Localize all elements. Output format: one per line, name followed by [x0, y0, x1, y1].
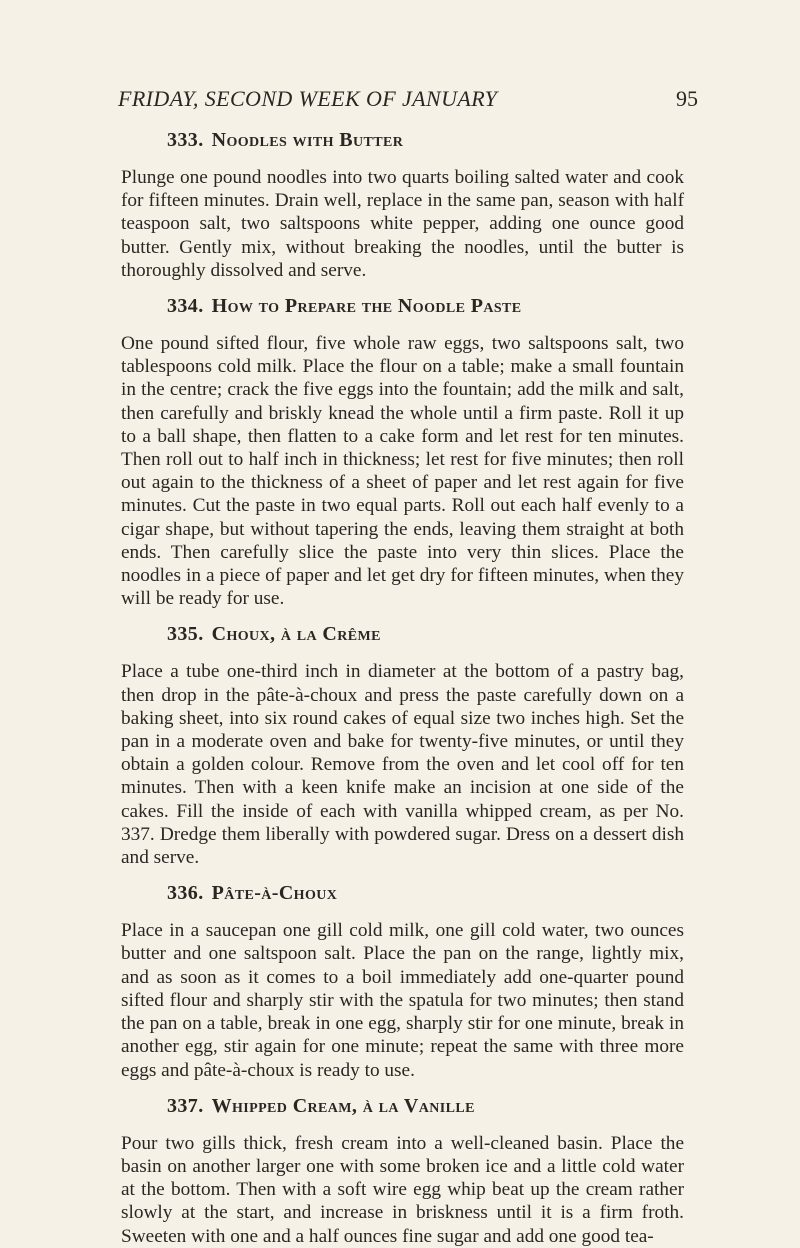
recipe-body: Pour two gills thick, fresh cream into a well-cleaned basin. Place the basin on another larger one with some broken ice and a little cold water at the bottom. Then with a soft wire egg whip beat up the cream rather slowly at the start, and increase in briskness until it is a firm froth. Sweeten with one and a half ounces fine sugar and add one good tea-: [121, 1132, 684, 1247]
recipe-title: Choux, à la Crême: [211, 623, 381, 646]
page-number: 95: [676, 86, 698, 111]
recipe-heading: [121, 1094, 684, 1118]
recipe-heading: [121, 128, 684, 152]
recipe-body: Place in a saucepan one gill cold milk, one gill cold water, two ounces butter and one saltspoon salt. Place the pan on the range, lightly mix, and as soon as it comes to a boil immediately add one-quarter pound sifted flour and sharply stir with the spatula for two minutes; then stand the pan on a table, break in one egg, sharply stir for one minute, break in another egg, stir again for one minute; repeat the same with three more eggs and pâte-à-choux is ready to use.: [121, 920, 684, 1081]
recipe-heading: [121, 294, 684, 318]
recipe-number: 337.: [167, 1094, 204, 1117]
recipe-336: [121, 881, 684, 1081]
recipe-title: Pâte-à-Choux: [211, 882, 338, 905]
recipe-body: Plunge one pound noodles into two quarts boiling salted water and cook for fifteen minutes. Drain well, replace in the same pan, season with half teaspoon salt, two saltspoons white pepper, adding one ounce good butter. Gently mix, without breaking the noodles, until the butter is thoroughly dissolved and serve.: [121, 167, 684, 281]
recipe-body: Place a tube one-third inch in diameter at the bottom of a pastry bag, then drop in the pâte-à-choux and press the paste carefully down on a baking sheet, into six round cakes of equal size two inches high. Set the pan in a moderate oven and bake for twenty-five minutes, or until they obtain a golden colour. Remove from the oven and let cool off for ten minutes. Then with a keen knife make an incision at one side of the cakes. Fill the inside of each with vanilla whipped cream, as per No. 337. Dredge them liberally with powdered sugar. Dress on a dessert dish and serve.: [121, 661, 684, 869]
recipe-body: One pound sifted flour, five whole raw eggs, two saltspoons salt, two tablespoons cold milk. Place the flour on a table; make a small fountain in the centre; crack the five eggs into the fountain; add the milk and salt, then carefully and briskly knead the whole until a firm paste. Roll it up to a ball shape, then flatten to a cake form and let rest for ten minutes. Then roll out to half inch in thickness; let rest for five minutes; then roll out again to the thickness of a sheet of paper and let rest again for five minutes. Cut the paste in two equal parts. Roll out each half evenly to a cigar shape, but without tapering the ends, leaving them straight at both ends. Then carefully slice the paste into very thin slices. Place the noodles in a piece of paper and let get dry for fifteen minutes, when they will be ready for use.: [121, 333, 684, 610]
recipe-heading: [121, 622, 684, 646]
recipe-heading: [121, 881, 684, 905]
recipe-335: [121, 622, 684, 869]
recipe-334: [121, 294, 684, 610]
running-head: [118, 86, 698, 120]
recipe-number: 336.: [167, 882, 204, 905]
recipe-337: [121, 1094, 684, 1248]
recipe-333: [121, 128, 684, 282]
recipe-number: 334.: [167, 295, 204, 318]
running-title: FRIDAY, SECOND WEEK OF JANUARY: [118, 86, 498, 111]
recipe-number: 333.: [167, 129, 204, 151]
recipe-title: How to Prepare the Noodle Paste: [211, 295, 522, 318]
recipe-title: Whipped Cream, à la Vanille: [211, 1094, 475, 1117]
recipe-title: Noodles with Butter: [211, 129, 404, 151]
recipe-number: 335.: [167, 623, 204, 646]
